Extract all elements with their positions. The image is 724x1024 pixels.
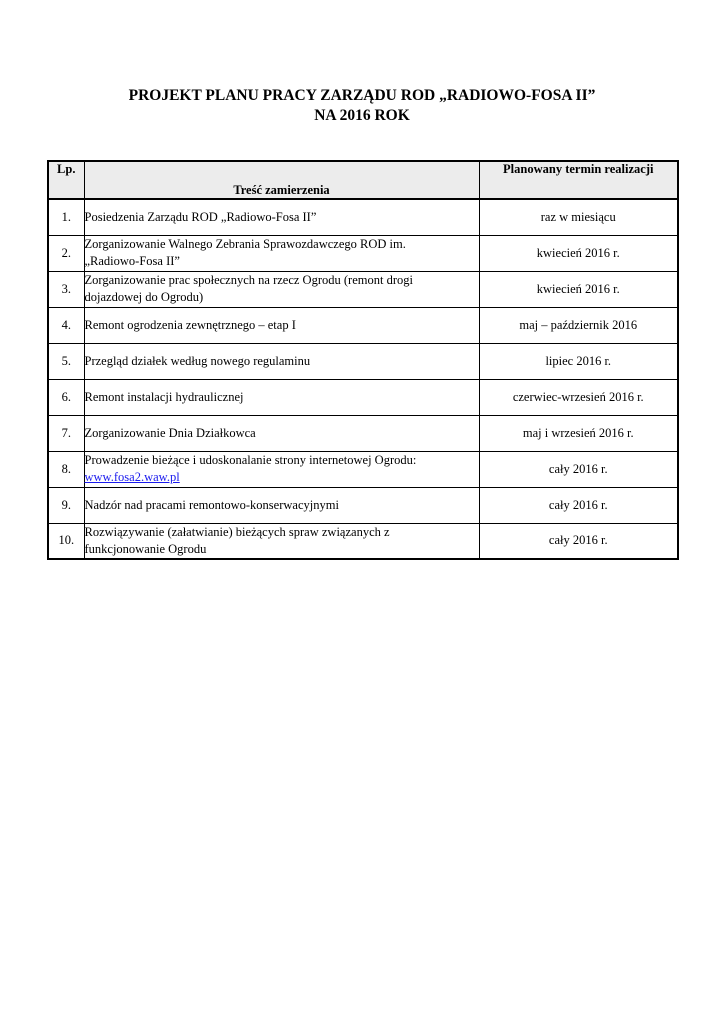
row-term: maj i wrzesień 2016 r. (479, 415, 678, 451)
row-content-line-1: Zorganizowanie prac społecznych na rzecz Ogrodu (remont drogi (84, 273, 413, 287)
row-content-line-2: funkcjonowanie Ogrodu (84, 541, 207, 556)
table-row (48, 199, 678, 235)
row-content: Remont ogrodzenia zewnętrznego – etap I (84, 307, 479, 343)
row-term: czerwiec-wrzesień 2016 r. (479, 379, 678, 415)
row-term: cały 2016 r. (479, 451, 678, 487)
table-row (48, 487, 678, 523)
row-number: 3. (48, 271, 84, 307)
row-number: 6. (48, 379, 84, 415)
row-number: 4. (48, 307, 84, 343)
row-number: 8. (48, 451, 84, 487)
row-number: 5. (48, 343, 84, 379)
row-content: Posiedzenia Zarządu ROD „Radiowo-Fosa II” (84, 199, 479, 235)
row-content (84, 235, 479, 271)
row-term: cały 2016 r. (479, 523, 678, 559)
row-number: 2. (48, 235, 84, 271)
row-content: Przegląd działek według nowego regulaminu (84, 343, 479, 379)
header-lp: Lp. (48, 161, 84, 199)
table-row (48, 451, 678, 487)
row-content-line-2: dojazdowej do Ogrodu) (84, 290, 204, 304)
row-term: lipiec 2016 r. (479, 343, 678, 379)
row-term: raz w miesiącu (479, 199, 678, 235)
table-header-row (48, 161, 678, 199)
table-row (48, 379, 678, 415)
row-content (84, 523, 479, 559)
row-number: 7. (48, 415, 84, 451)
row-content (84, 271, 479, 307)
row-content-line-1: Prowadzenie bieżące i udoskonalanie strony internetowej Ogrodu: (84, 453, 417, 467)
table-row (48, 307, 678, 343)
row-number: 1. (48, 199, 84, 235)
table-row (48, 523, 678, 559)
website-link[interactable]: www.fosa2.waw.pl (84, 470, 180, 484)
row-term: maj – październik 2016 (479, 307, 678, 343)
row-content: Zorganizowanie Dnia Działkowca (84, 415, 479, 451)
header-content: Treść zamierzenia (84, 161, 479, 199)
row-content-line-2: „Radiowo-Fosa II” (84, 254, 180, 268)
row-content-line-1: Rozwiązywanie (załatwianie) bieżących spraw związanych z (84, 524, 390, 539)
header-term: Planowany termin realizacji (479, 161, 678, 199)
row-number: 10. (48, 523, 84, 559)
row-content (84, 451, 479, 487)
row-content-line-1: Zorganizowanie Walnego Zebrania Sprawozdawczego ROD im. (84, 237, 406, 251)
row-term: kwiecień 2016 r. (479, 271, 678, 307)
row-content: Remont instalacji hydraulicznej (84, 379, 479, 415)
row-number: 9. (48, 487, 84, 523)
title-line-2: NA 2016 ROK (314, 107, 410, 124)
title-line-1: PROJEKT PLANU PRACY ZARZĄDU ROD „RADIOWO-FOSA II” (128, 87, 596, 104)
table-row (48, 235, 678, 271)
row-term: cały 2016 r. (479, 487, 678, 523)
table-row (48, 271, 678, 307)
work-plan-table (47, 160, 679, 560)
document-title (0, 86, 724, 126)
row-term: kwiecień 2016 r. (479, 235, 678, 271)
table-row (48, 415, 678, 451)
row-content: Nadzór nad pracami remontowo-konserwacyjnymi (84, 487, 479, 523)
table-row (48, 343, 678, 379)
